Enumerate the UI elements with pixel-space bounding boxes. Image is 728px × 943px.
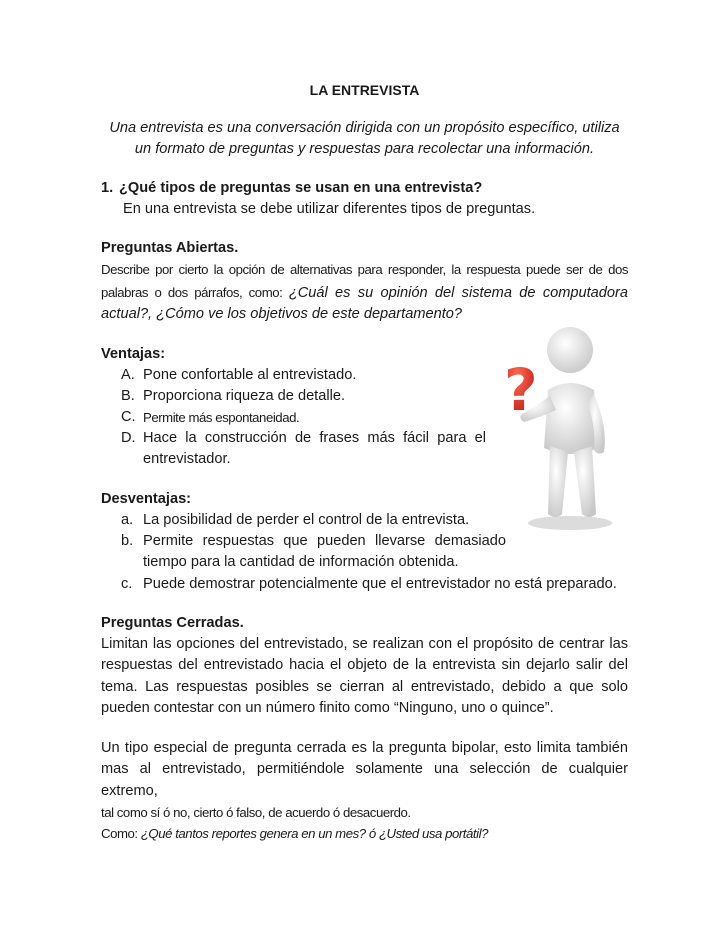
list-marker: c. xyxy=(121,575,133,592)
disadvantages-heading: Desventajas: xyxy=(101,490,192,507)
advantages-list xyxy=(101,365,486,471)
closed-questions-paragraph: Limitan las opciones del entrevistado, se realizan con el propósito de centrar las respuestas del entrevistado hacia el objeto de la entrevista sin dejarlo salir del tema. Las respuestas posibles se cierran al entrevistado, debido a que solo pueden contestar con un número finito como “Ninguno, uno o quince”. xyxy=(101,635,628,716)
figure-leg-right xyxy=(574,446,596,517)
list-marker: B. xyxy=(121,387,135,404)
list-item xyxy=(101,428,486,471)
list-item-text: Proporciona riqueza de detalle. xyxy=(143,387,346,404)
list-item-text: Permite respuestas que pueden llevarse demasiado tiempo para la cantidad de información obtenida. xyxy=(143,532,506,570)
closed-questions-heading: Preguntas Cerradas. xyxy=(101,614,244,631)
list-item xyxy=(101,386,486,407)
question-1 xyxy=(101,178,628,199)
list-item-text: Pone confortable al entrevistado. xyxy=(143,366,357,383)
question-mark-icon: ? xyxy=(504,356,538,424)
list-item xyxy=(101,574,628,595)
list-marker: A. xyxy=(121,366,135,383)
list-marker: a. xyxy=(121,511,134,528)
question-1-number: 1. xyxy=(101,180,114,196)
intro-paragraph: Una entrevista es una conversación dirigida con un propósito específico, utiliza un formato de preguntas y respuestas para recolectar una información. xyxy=(109,120,620,157)
advantages-heading: Ventajas: xyxy=(101,345,166,362)
list-item-text: Permite más espontaneidad. xyxy=(143,409,300,425)
question-figure-illustration xyxy=(500,318,630,533)
figure-shadow xyxy=(528,516,612,530)
list-item-text: Hace la construcción de frases más fácil para el entrevistador. xyxy=(143,429,486,467)
list-item xyxy=(101,407,486,428)
list-marker: C. xyxy=(121,408,136,425)
figure-head xyxy=(547,327,593,373)
list-item xyxy=(101,531,506,574)
question-1-text: ¿Qué tipos de preguntas se usan en una entrevista? xyxy=(119,180,483,196)
bipolar-examples: ¿Qué tantos reportes genera en un mes? ó ¿Usted usa portátil? xyxy=(140,826,488,841)
list-item xyxy=(101,365,486,386)
open-questions-lead: Describe por cierto la opción de alternativas para responder, la respuesta puede ser de dos palabras o dos párrafos, como: xyxy=(101,262,628,300)
open-questions-paragraph xyxy=(101,259,628,326)
question-1-answer: En una entrevista se debe utilizar diferentes tipos de preguntas. xyxy=(123,201,536,217)
list-item-text: Puede demostrar potencialmente que el entrevistador no está preparado. xyxy=(143,575,617,592)
bipolar-paragraph: Un tipo especial de pregunta cerrada es la pregunta bipolar, esto limita también mas al entrevistado, permitiéndole solamente una selección de cualquier extremo, xyxy=(101,739,628,799)
document-title: LA ENTREVISTA xyxy=(309,82,420,98)
bipolar-paragraph-continued: tal como sí ó no, cierto ó falso, de acuerdo ó desacuerdo. xyxy=(101,805,411,820)
open-questions-examples: ¿Cuál es su opinión del sistema de computadora actual?, ¿Cómo ve los objetivos de este departamento? xyxy=(101,284,628,322)
bipolar-example-label: Como: xyxy=(101,826,141,841)
bipolar-examples-line xyxy=(101,823,628,844)
figure-torso xyxy=(544,383,598,454)
figure-leg-left xyxy=(548,446,568,517)
list-item-text: La posibilidad de perder el control de la entrevista. xyxy=(143,511,470,528)
open-questions-heading: Preguntas Abiertas. xyxy=(101,240,239,256)
list-marker: D. xyxy=(121,429,136,446)
list-marker: b. xyxy=(121,532,134,549)
